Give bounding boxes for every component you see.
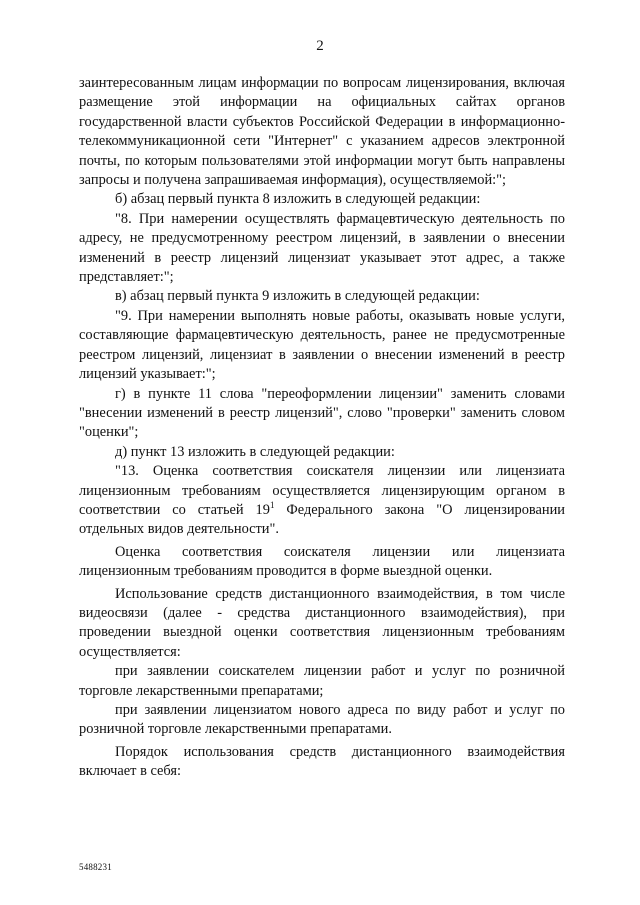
paragraph-case-applicant: при заявлении соискателем лицензии работ и услуг по розничной торговле лекарственными препаратами;: [79, 663, 565, 699]
paragraph-procedure: Порядок использования средств дистанционного взаимодействия включает в себя:: [79, 743, 565, 780]
item-13-text-after: Федерального закона "О лицензировании отдельных видов деятельности".: [79, 501, 566, 538]
paragraph-continuation: заинтересованным лицам информации по вопросам лицензирования, включая размещение этой информации на официальных сайтах органов государственной власти субъектов Российской Федерации в информационно-телекоммуникационной сети "Интернет" с указанием адресов электронной почты, по которым пользователями этой информации могут быть направлены запросы и получена запрашиваемая информация), осуществляемой:";: [79, 75, 565, 189]
item-13-text-before: "13. Оценка соответствия соискателя лицензии или лицензиата лицензионным требованиям осуществляется лицензирующим органом в соответствии со статьей 19: [79, 463, 565, 518]
paragraph-amendment-v: в) абзац первый пункта 9 изложить в следующей редакции:: [115, 288, 480, 305]
paragraph-item-8: "8. При намерении осуществлять фармацевтическую деятельность по адресу, не предусмотренному реестром лицензий, в заявлении о внесении изменений в реестр лицензий лицензиат указывает этот адрес, а также представляет:";: [79, 210, 565, 286]
document-body: [79, 74, 565, 782]
paragraph-item-13: [79, 462, 565, 540]
paragraph-case-licensee: при заявлении лицензиатом нового адреса по виду работ и услуг по розничной торговле лекарственными препаратами.: [79, 702, 565, 738]
paragraph-item-9: "9. При намерении выполнять новые работы, оказывать новые услуги, составляющие фармацевтическую деятельность, ранее не предусмотренные реестром лицензий, лицензиат в заявлении о внесении изменений в реестр лицензий указывает:";: [79, 307, 565, 383]
document-code: 5488231: [79, 862, 112, 872]
page-number: 2: [316, 38, 324, 54]
paragraph-amendment-d: д) пункт 13 изложить в следующей редакции:: [115, 443, 395, 460]
paragraph-remote-means: Использование средств дистанционного взаимодействия, в том числе видеосвязи (далее - средства дистанционного взаимодействия), при проведении выездной оценки соответствия лицензионным требованиям осуществляется:: [79, 585, 565, 660]
paragraph-amendment-b: б) абзац первый пункта 8 изложить в следующей редакции:: [115, 191, 481, 208]
paragraph-amendment-g: г) в пункте 11 слова "переоформлении лицензии" заменить словами "внесении изменений в реестр лицензий", слово "проверки" заменить словом "оценки";: [79, 385, 565, 441]
paragraph-assessment-form: Оценка соответствия соискателя лицензии или лицензиата лицензионным требованиям проводится в форме выездной оценки.: [79, 543, 565, 580]
article-superscript: 1: [269, 499, 275, 510]
